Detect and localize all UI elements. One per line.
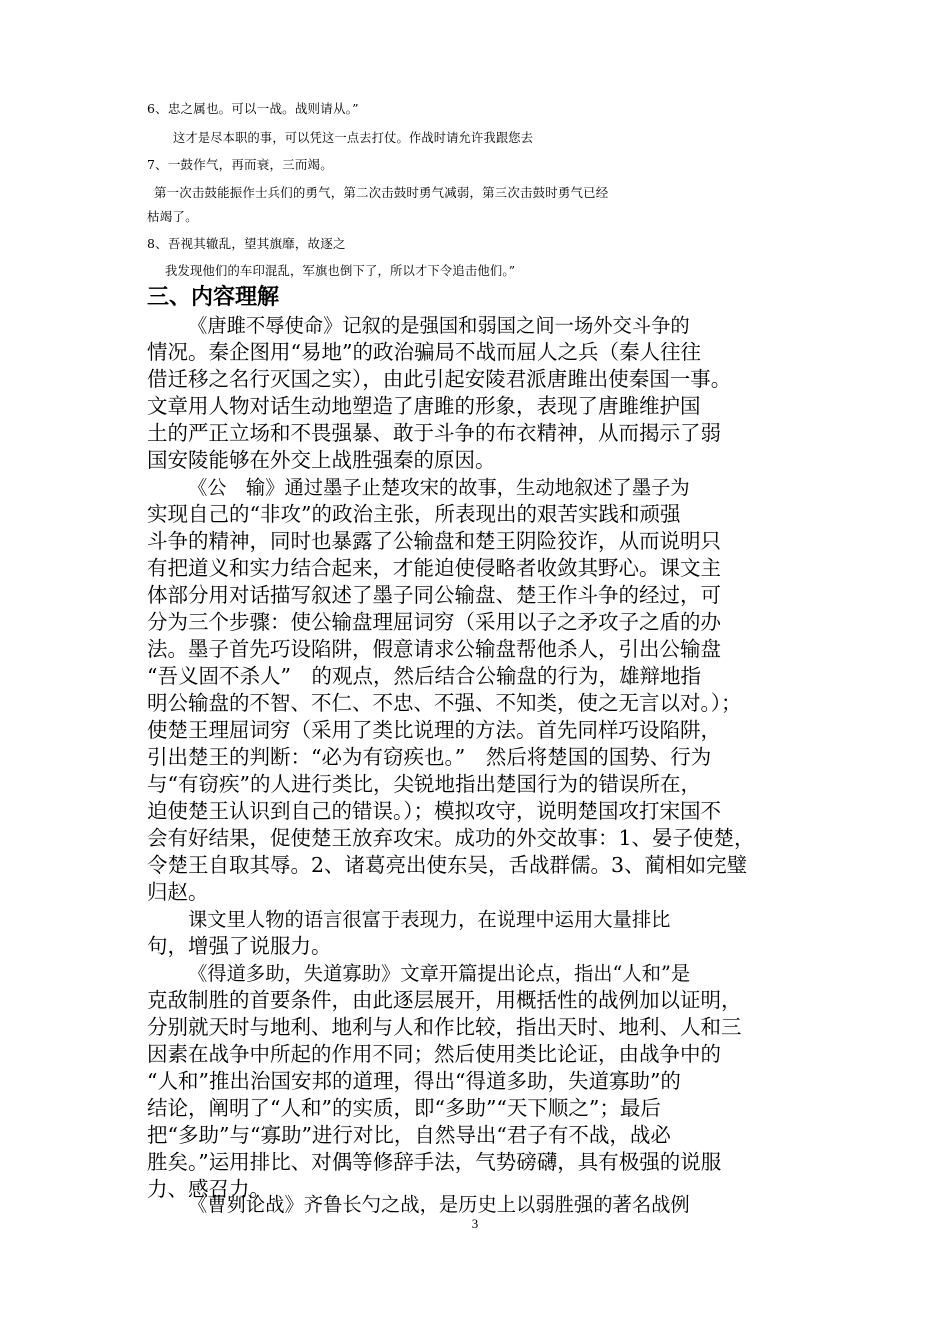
body-line: 令楚王自取其辱。2、诸葛亮出使东吴，舌战群儒。3、蔺相如完璧	[147, 853, 748, 877]
item-7-translation-line-1: 第一次击鼓能振作士兵们的勇气，第二次击鼓时勇气减弱，第三次击鼓时勇气已经	[154, 185, 609, 200]
body-line: 会有好结果，促使楚王放弃攻宋。成功的外交故事：1、晏子使楚，	[147, 826, 755, 850]
body-line: 土的严正立场和不畏强暴、敢于斗争的布衣精神，从而揭示了弱	[147, 421, 721, 445]
body-line: 分为三个步骤：使公输盘理屈词穷（采用以子之矛攻子之盾的办	[147, 610, 721, 634]
item-7-original: 7、一鼓作气，再而衰，三而竭。	[147, 157, 333, 172]
body-line: 体部分用对话描写叙述了墨子同公输盘、楚王作斗争的经过，可	[147, 583, 721, 607]
body-line: 课文里人物的语言很富于表现力，在说理中运用大量排比	[188, 908, 671, 931]
item-6-original: 6、忠之属也。可以一战。战则请从。”	[147, 101, 359, 116]
body-line: 国安陵能够在外交上战胜强秦的原因。	[147, 448, 496, 472]
body-line: 引出楚王的判断：“必为有窃疾也。” 然后将楚国的国势、行为	[147, 745, 712, 769]
page-number: 3	[471, 1216, 479, 1231]
body-line: 归赵。	[147, 880, 209, 904]
body-line: 力、感召力。	[147, 1177, 270, 1201]
body-line: 《曹刿论战》齐鲁长勺之战，是历史上以弱胜强的著名战例	[188, 1193, 690, 1216]
body-line: 明公输盘的不智、不仁、不忠、不强、不知类，使之无言以对。）；	[147, 691, 742, 715]
body-line: 把“多助”与“寡助”进行对比，自然导出“君子有不战，战必	[147, 1123, 671, 1147]
body-line: 实现自己的“非攻”的政治主张，所表现出的艰苦实践和顽强	[147, 502, 681, 526]
section-heading: 三、内容理解	[147, 285, 280, 310]
body-line: 克敌制胜的首要条件，由此逐层展开，用概括性的战例加以证明，	[147, 988, 742, 1012]
body-line: 胜矣。”运用排比、对偶等修辞手法，气势磅礴，具有极强的说服	[147, 1150, 722, 1174]
body-line: 《公 输》通过墨子止楚攻宋的故事，生动地叙述了墨子为	[188, 476, 690, 499]
body-line: 情况。秦企图用“易地”的政治骗局不战而屈人之兵（秦人往往	[147, 340, 701, 364]
body-line: “吾义固不杀人” 的观点，然后结合公输盘的行为，雄辩地指	[147, 664, 701, 688]
body-line: 法。墨子首先巧设陷阱，假意请求公输盘帮他杀人，引出公输盘	[147, 637, 721, 661]
body-line: 使楚王理屈词穷（采用了类比说理的方法。首先同样巧设陷阱，	[147, 718, 721, 742]
item-8-original: 8、吾视其辙乱，望其旗靡，故逐之	[147, 236, 346, 251]
body-line: 结论，阐明了“人和”的实质，即“多助”“天下顺之”；最后	[147, 1096, 661, 1120]
body-line: 因素在战争中所起的作用不同；然后使用类比论证，由战争中的	[147, 1042, 721, 1066]
item-7-translation-line-2: 枯竭了。	[147, 209, 198, 224]
body-line: 句，增强了说服力。	[147, 934, 332, 958]
body-line: 分别就天时与地利、地利与人和作比较，指出天时、地利、人和三	[147, 1015, 742, 1039]
body-line: 《得道多助，失道寡助》文章开篇提出论点，指出“人和”是	[188, 962, 691, 985]
body-line: 借迁移之名行灭国之实），由此引起安陵君派唐雎出使秦国一事。	[147, 367, 732, 391]
item-8-translation: 我发现他们的车印混乱，军旗也倒下了，所以才下令追击他们。”	[165, 264, 516, 278]
body-line: 文章用人物对话生动地塑造了唐雎的形象，表现了唐雎维护国	[147, 394, 701, 418]
body-line: 与“有窃疾”的人进行类比，尖锐地指出楚国行为的错误所在，	[147, 772, 701, 796]
body-line: 《唐雎不辱使命》记叙的是强国和弱国之间一场外交斗争的	[188, 314, 690, 337]
body-line: 迫使楚王认识到自己的错误。）；模拟攻守，说明楚国攻打宋国不	[147, 799, 721, 823]
item-6-translation: 这才是尽本职的事，可以凭这一点去打仗。作战时请允许我跟您去	[173, 131, 534, 145]
body-line: “人和”推出治国安邦的道理，得出“得道多助，失道寡助”的	[147, 1069, 681, 1093]
body-line: 有把道义和实力结合起来，才能迫使侵略者收敛其野心。课文主	[147, 556, 721, 580]
body-line: 斗争的精神，同时也暴露了公输盘和楚王阴险狡诈，从而说明只	[147, 529, 721, 553]
